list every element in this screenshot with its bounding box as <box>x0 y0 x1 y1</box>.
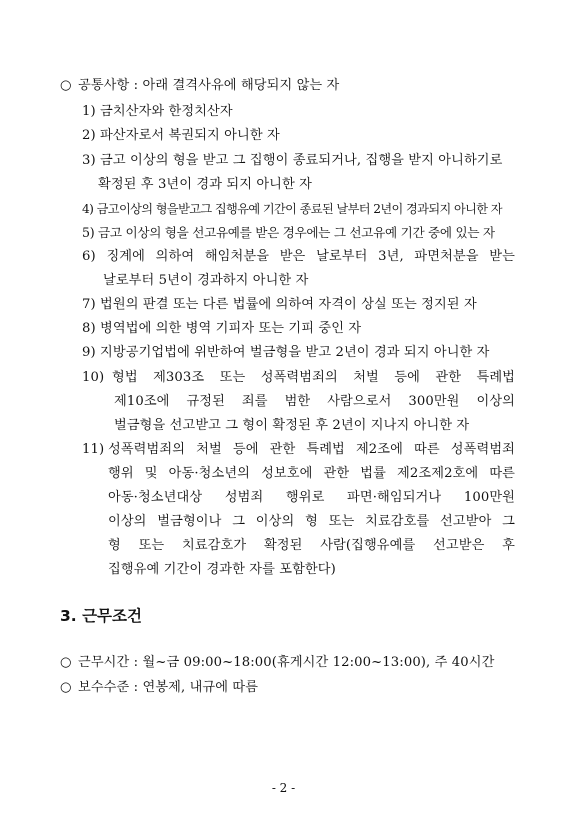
list-item-continuation: 날로부터 5년이 경과하지 아니한 자 <box>103 273 309 288</box>
list-item: 8) 병역법에 의한 병역 기피자 또는 기피 중인 자 <box>82 321 362 336</box>
circle-bullet-icon: ○ <box>60 78 72 93</box>
list-item-continuation: 아동·청소년대상 성범죄 행위로 파면·해임되거나 100만원 <box>108 490 515 505</box>
page-number: - 2 - <box>271 781 296 795</box>
list-item-continuation: 벌금형을 선고받고 그 형이 확정된 후 2년이 지나지 아니한 자 <box>114 418 470 433</box>
list-item-continuation: 행위 및 아동·청소년의 성보호에 관한 법률 제2조제2호에 따른 <box>108 466 515 481</box>
work-hours-item: ○ 근무시간 : 월~금 09:00~18:00(휴게시간 12:00~13:00), 주 40시간 <box>60 651 494 675</box>
list-item: 9) 지방공기업법에 위반하여 벌금형을 받고 2년이 경과 되지 아니한 자 <box>82 345 490 360</box>
list-item-continuation: 형 또는 치료감호가 확정된 사람(집행유예를 선고받은 후 <box>108 538 515 553</box>
common-requirements-label: ○ 공통사항 : 아래 결격사유에 해당되지 않는 자 <box>60 74 339 98</box>
list-item: 5) 금고 이상의 형을 선고유예를 받은 경우에는 그 선고유예 기간 중에 있는 자 <box>82 225 495 240</box>
list-item: 7) 법원의 판결 또는 다른 법률에 의하여 자격이 상실 또는 정지된 자 <box>82 297 477 312</box>
list-item: 4) 금고이상의 형을받고그 집행유예 기간이 종료된 날부터 2년이 경과되지 아니한 자 <box>82 202 502 216</box>
list-item-continuation: 확정된 후 3년이 경과 되지 아니한 자 <box>98 177 312 192</box>
list-item-continuation: 집행유예 기간이 경과한 자를 포함한다) <box>108 562 336 577</box>
list-item-continuation: 제10조에 규정된 죄를 범한 사람으로서 300만원 이상의 <box>114 394 515 409</box>
list-item: 11) 성폭력범죄의 처벌 등에 관한 특례법 제2조에 따른 성폭력범죄 <box>82 442 515 457</box>
circle-bullet-icon: ○ <box>60 655 72 670</box>
list-item: 3) 금고 이상의 형을 받고 그 집행이 종료되거나, 집행을 받지 아니하기로 <box>82 153 503 168</box>
circle-bullet-icon: ○ <box>60 680 72 695</box>
section-heading: 3. 근무조건 <box>60 607 142 625</box>
list-item-continuation: 이상의 벌금형이나 그 이상의 형 또는 치료감호를 선고받아 그 <box>108 514 515 529</box>
list-item: 2) 파산자로서 복권되지 아니한 자 <box>82 128 280 143</box>
list-item: 6) 징계에 의하여 해임처분을 받은 날로부터 3년, 파면처분을 받는 <box>82 249 515 264</box>
list-item: 1) 금치산자와 한정치산자 <box>82 104 233 119</box>
salary-item: ○ 보수수준 : 연봉제, 내규에 따름 <box>60 676 258 700</box>
list-item: 10) 형법 제303조 또는 성폭력범죄의 처벌 등에 관한 특례법 <box>82 370 515 385</box>
